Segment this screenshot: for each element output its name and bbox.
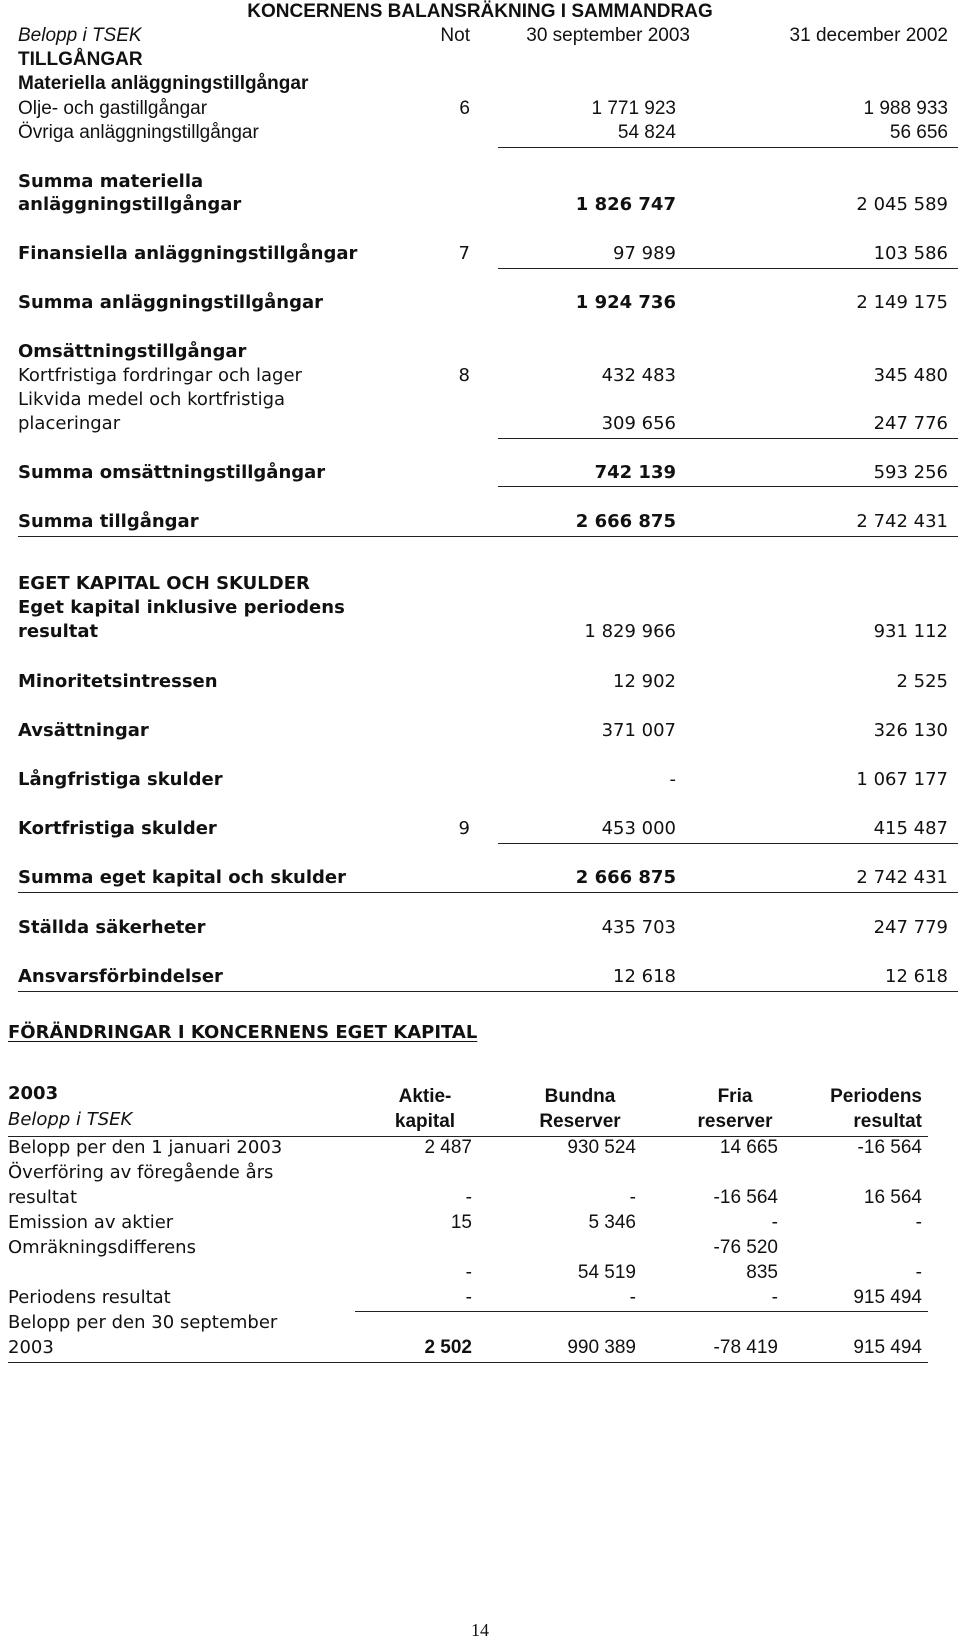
- equity-cell-bundna: 990 389: [567, 1337, 636, 1358]
- page-number: 14: [471, 1620, 489, 1640]
- balance-row-value-2003: 97 989: [613, 243, 676, 264]
- balance-row-label: Kortfristiga fordringar och lager: [18, 365, 302, 386]
- equity-cell-fria: -78 419: [713, 1337, 778, 1358]
- balance-row-label: Summa materiella: [18, 171, 204, 192]
- equity-header-fria-2: reserver: [697, 1111, 773, 1132]
- sum-rule: [498, 268, 958, 269]
- equity-header-aktiekapital: Aktie-: [398, 1086, 452, 1107]
- balance-row-value-2002: 415 487: [873, 818, 948, 839]
- balance-row-label: TILLGÅNGAR: [18, 49, 143, 70]
- balance-row-label: Summa eget kapital och skulder: [18, 867, 346, 888]
- balance-row-value-2002: 931 112: [873, 621, 948, 642]
- equity-row-label: Emission av aktier: [8, 1212, 174, 1233]
- equity-cell-bundna: 54 519: [577, 1262, 636, 1283]
- sum-rule: [498, 438, 958, 439]
- balance-row-label: Olje- och gastillgångar: [18, 98, 208, 119]
- balance-row-value-2003: 453 000: [601, 818, 676, 839]
- balance-row-value-2002: 2 525: [896, 671, 948, 692]
- equity-unit-label: Belopp i TSEK: [8, 1109, 133, 1130]
- balance-row-value-2002: 247 776: [873, 413, 948, 434]
- balance-row-note: 6: [459, 98, 470, 119]
- balance-row-value-2003: 742 139: [594, 462, 676, 483]
- equity-row-label: Omräkningsdifferens: [8, 1237, 196, 1258]
- balance-row-label: Ansvarsförbindelser: [18, 966, 223, 987]
- balance-row-label: Avsättningar: [18, 720, 149, 741]
- equity-cell-aktiekapital: -: [465, 1187, 472, 1208]
- balance-row-label-cont: placeringar: [18, 413, 121, 434]
- balance-row-value-2002: 2 742 431: [856, 511, 948, 532]
- equity-header-bundna: Bundna: [544, 1086, 616, 1107]
- equity-cell-fria: 14 665: [719, 1137, 778, 1158]
- equity-cell-fria: -16 564: [713, 1187, 778, 1208]
- balance-row-label: Summa omsättningstillgångar: [18, 462, 326, 483]
- balance-row-label: Likvida medel och kortfristiga: [18, 389, 286, 410]
- equity-cell-periodens: 915 494: [853, 1287, 922, 1308]
- equity-row-label: Periodens resultat: [8, 1287, 171, 1308]
- balance-row-label: Materiella anläggningstillgångar: [18, 73, 309, 94]
- balance-row-value-2002: 1 067 177: [856, 769, 948, 790]
- balance-row-label: Långfristiga skulder: [18, 769, 223, 790]
- equity-cell-fria-line1: -76 520: [713, 1237, 778, 1258]
- balance-row-value-2002: 1 988 933: [863, 98, 948, 119]
- equity-title: FÖRÄNDRINGAR I KONCERNENS EGET KAPITAL: [8, 1022, 478, 1043]
- equity-header-periodens: Periodens: [830, 1086, 922, 1107]
- balance-row-label: Ställda säkerheter: [18, 917, 206, 938]
- balance-row-value-2003: 1 771 923: [591, 98, 676, 119]
- balance-row-value-2003: 54 824: [617, 122, 676, 143]
- balance-row-label: Summa tillgångar: [18, 511, 199, 532]
- balance-row-value-2003: 432 483: [601, 365, 676, 386]
- balance-row-value-2002: 103 586: [873, 243, 948, 264]
- equity-cell-fria-line2: 835: [746, 1262, 778, 1283]
- equity-cell-aktiekapital: 2 502: [424, 1337, 472, 1358]
- balance-row-value-2003: 12 618: [613, 966, 676, 987]
- balance-row-label: Eget kapital inklusive periodens: [18, 597, 345, 618]
- equity-row-label: Belopp per den 1 januari 2003: [8, 1137, 283, 1158]
- total-rule: [18, 991, 958, 992]
- balance-row-label: Finansiella anläggningstillgångar: [18, 243, 358, 264]
- balance-row-value-2003: 435 703: [601, 917, 676, 938]
- equity-row-label-cont: 2003: [8, 1337, 54, 1358]
- balance-row-label: Övriga anläggningstillgångar: [18, 122, 259, 143]
- balance-row-value-2003: 1 829 966: [584, 621, 676, 642]
- balance-row-label: EGET KAPITAL OCH SKULDER: [18, 573, 310, 594]
- total-rule: [18, 536, 958, 537]
- balance-title: KONCERNENS BALANSRÄKNING I SAMMANDRAG: [247, 1, 713, 22]
- balance-row-note: 8: [458, 365, 470, 386]
- balance-row-value-2003: -: [669, 769, 676, 790]
- balance-row-value-2003: 309 656: [601, 413, 676, 434]
- balance-row-value-2002: 326 130: [873, 720, 948, 741]
- balance-row-label: Kortfristiga skulder: [18, 818, 217, 839]
- equity-header-bundna-2: Reserver: [539, 1111, 621, 1132]
- balance-row-value-2002: 2 742 431: [856, 867, 948, 888]
- sum-rule: [498, 486, 958, 487]
- balance-row-value-2003: 2 666 875: [575, 867, 676, 888]
- col1-header: 30 september 2003: [526, 25, 690, 46]
- equity-cell-aktiekapital: -: [465, 1262, 472, 1283]
- equity-cell-fria: -: [771, 1287, 778, 1308]
- balance-row-value-2002: 593 256: [873, 462, 948, 483]
- balance-row-value-2003: 1 924 736: [575, 292, 676, 313]
- balance-row-note: 7: [458, 243, 470, 264]
- balance-row-label-cont: resultat: [18, 621, 99, 642]
- equity-cell-aktiekapital: 15: [450, 1212, 472, 1233]
- equity-cell-bundna: -: [629, 1287, 636, 1308]
- equity-cell-periodens: 915 494: [853, 1337, 922, 1358]
- equity-cell-periodens: -16 564: [857, 1137, 922, 1158]
- balance-unit-label: Belopp i TSEK: [18, 25, 142, 46]
- equity-cell-bundna: 930 524: [567, 1137, 636, 1158]
- balance-row-value-2002: 2 045 589: [856, 194, 948, 215]
- equity-cell-fria: -: [771, 1212, 778, 1233]
- balance-row-label-cont: anläggningstillgångar: [18, 194, 242, 215]
- balance-row-value-2002: 345 480: [873, 365, 948, 386]
- col2-header: 31 december 2002: [789, 25, 948, 46]
- equity-header-aktiekapital-2: kapital: [394, 1111, 456, 1132]
- equity-total-rule: [8, 1362, 928, 1363]
- balance-row-value-2002: 12 618: [885, 966, 948, 987]
- balance-row-value-2002: 2 149 175: [856, 292, 948, 313]
- balance-row-value-2002: 56 656: [889, 122, 948, 143]
- balance-row-label: Summa anläggningstillgångar: [18, 292, 324, 313]
- total-rule: [18, 892, 958, 893]
- equity-cell-periodens: 16 564: [863, 1187, 922, 1208]
- balance-row-label: Omsättningstillgångar: [18, 341, 247, 362]
- balance-row-note: 9: [458, 818, 470, 839]
- equity-sum-rule: [355, 1311, 928, 1312]
- balance-row-value-2003: 12 902: [613, 671, 676, 692]
- equity-row-label: Överföring av föregående års: [8, 1162, 274, 1183]
- equity-header-fria: Fria: [717, 1086, 753, 1107]
- sum-rule: [498, 843, 958, 844]
- balance-row-value-2003: 2 666 875: [575, 511, 676, 532]
- balance-row-value-2002: 247 779: [873, 917, 948, 938]
- balance-row-label: Minoritetsintressen: [18, 671, 218, 692]
- equity-year: 2003: [8, 1083, 59, 1104]
- equity-row-label-cont: resultat: [8, 1187, 78, 1208]
- equity-cell-bundna: 5 346: [588, 1212, 636, 1233]
- balance-row-value-2003: 1 826 747: [575, 194, 676, 215]
- equity-row-label: Belopp per den 30 september: [8, 1312, 278, 1333]
- sum-rule: [498, 147, 958, 148]
- balance-row-value-2003: 371 007: [601, 720, 676, 741]
- equity-header-periodens-2: resultat: [853, 1111, 922, 1132]
- equity-cell-aktiekapital: -: [465, 1287, 472, 1308]
- note-header: Not: [440, 25, 470, 46]
- equity-cell-aktiekapital: 2 487: [424, 1137, 472, 1158]
- equity-cell-periodens: -: [915, 1212, 922, 1233]
- equity-cell-periodens: -: [915, 1262, 922, 1283]
- equity-cell-bundna: -: [629, 1187, 636, 1208]
